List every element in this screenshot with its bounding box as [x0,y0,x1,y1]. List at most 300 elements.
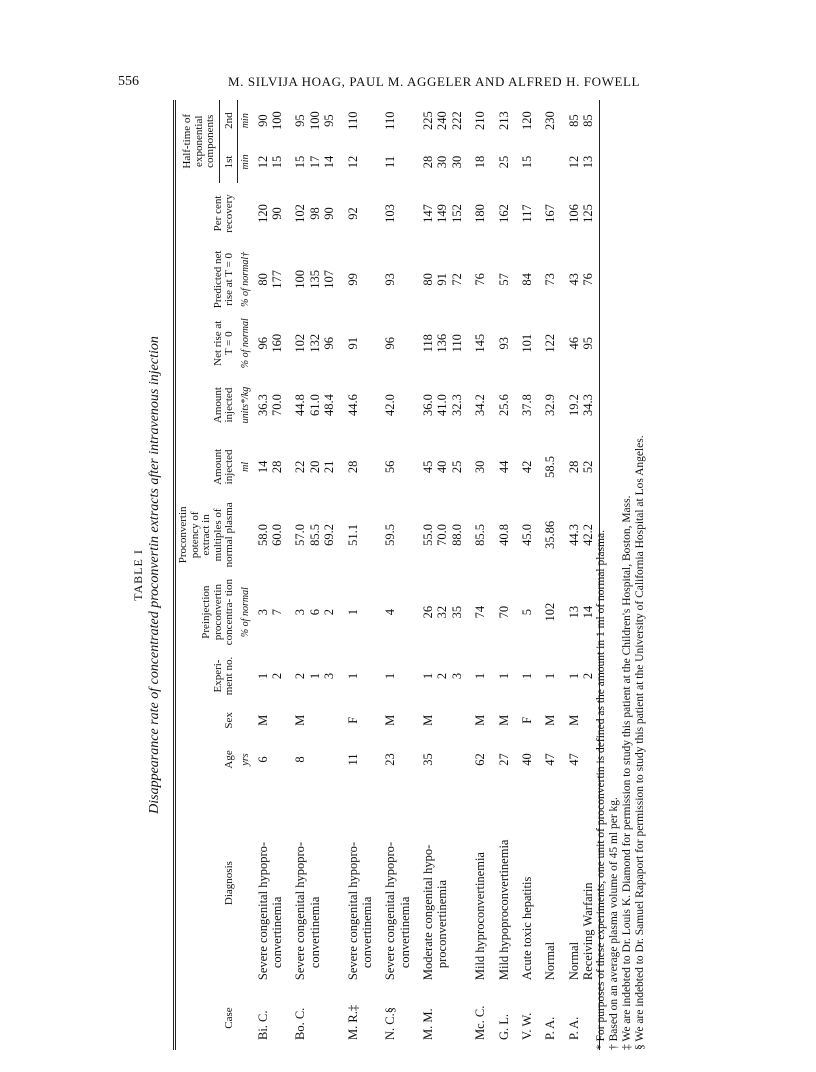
cell-value: 34.2 [473,394,488,417]
table-row [284,100,336,1050]
cell-potency [534,496,557,574]
cell-value: 60.0 [270,523,285,546]
col-experiment: Experi- ment no. [175,650,238,702]
cell-case: Mc. C. [473,1005,488,1040]
cell-diagnosis: Mild hyproconvertinemia [473,852,488,981]
cell-units [256,372,285,438]
col-halftime: Half-time of exponential components [175,100,220,183]
unit-amount-units: units*/kg [239,386,251,424]
cell-first [337,141,375,182]
cell-value: 18 [473,155,488,169]
cell-exp [464,650,487,702]
cell-value: 85.5 [473,523,488,546]
col-amount-units: Amount injected [175,372,238,438]
cell-value: 14 [255,460,270,474]
table-row [534,100,557,1050]
cell-second [256,100,285,141]
cell-diagnosis: Acute toxic hepatitis [519,876,534,981]
cell-ml [412,438,464,496]
unit-predicted: % of normal† [239,251,251,307]
cell-net [374,314,412,372]
col-net-rise: Net rise at T = 0 [175,314,238,372]
cell-value: 1 [383,672,398,680]
cell-value: 76 [473,273,488,286]
cell-sex: M [473,714,488,726]
cell-value: 25 [449,460,464,474]
cell-value: 1 [421,672,436,680]
table-row [488,100,511,1050]
cell-recovery [558,183,581,245]
cell-net [284,314,336,372]
cell-value: 44.8 [293,394,308,417]
col-sex: Sex [175,702,238,739]
cell-value: 96 [383,337,398,350]
cell-exp [511,650,534,702]
cell-case: Bi. C. [255,1010,270,1040]
cell-net [558,314,581,372]
cell-value: 30 [435,155,450,169]
cell-net [488,314,511,372]
cell-case: V. W. [519,1012,534,1040]
cell-units [412,372,464,438]
cell-second [511,100,534,141]
cell-net [412,314,464,372]
table-caption: Disappearance rate of concentrated proconvertin extracts after intravenous injection [147,336,162,814]
cell-value: 147 [421,204,436,223]
cell-age: 35 [421,753,436,766]
cell-value: 100 [293,270,308,289]
cell-potency [558,496,581,574]
cell-age: 11 [345,753,360,766]
cell-potency [284,496,336,574]
cell-value: 100 [270,111,285,131]
cell-value: 95 [322,114,337,127]
cell-case: M. R.‡ [345,1004,360,1040]
cell-value: 22 [293,460,308,474]
cell-sex: M [566,714,581,726]
cell-first [256,141,285,182]
cell-first [374,141,412,182]
cell-diagnosis: Receiving Warfarin [581,780,600,986]
cell-value: 59.5 [383,523,398,546]
table-row [337,100,375,1050]
cell-value: 45.0 [519,523,534,546]
cell-exp [256,650,285,702]
cell-value: 110 [345,111,360,130]
cell-value: 85 [566,114,581,127]
cell-first [464,141,487,182]
page-number: 556 [118,74,139,89]
cell-case: G. L. [496,1013,511,1040]
cell-units [284,372,336,438]
cell-first [488,141,511,182]
cell-value: 52 [581,460,596,474]
cell-second [534,100,557,141]
cell-potency [511,496,534,574]
cell-value: 149 [435,204,450,223]
cell-value: 132 [307,333,322,353]
cell-net [464,314,487,372]
cell-sex: M [421,714,436,726]
cell-value: 28 [270,460,285,474]
cell-second [488,100,511,141]
col-recovery: Per cent recovery [175,183,238,245]
cell-value: 40.8 [496,523,511,546]
cell-units [534,372,557,438]
cell-value: 61.0 [307,394,322,417]
table-row [412,100,464,1050]
cell-value: 152 [449,204,464,223]
cell-value: 93 [496,337,511,350]
cell-sex: M [543,714,558,726]
cell-value: 70.0 [270,394,285,417]
cell-value: 15 [519,155,534,169]
cell-value: 160 [270,333,285,353]
cell-value: 57 [496,273,511,286]
col-diagnosis: Diagnosis [175,780,238,986]
cell-value: 40 [435,460,450,474]
cell-age: 27 [496,753,511,766]
cell-net [337,314,375,372]
cell-value: 20 [307,460,322,474]
cell-value: 107 [322,270,337,289]
cell-recovery [488,183,511,245]
cell-second [284,100,336,141]
cell-value: 56 [383,460,398,474]
col-second: 2nd [219,100,237,141]
cell-value: 7 [270,609,285,616]
cell-value: 11 [383,155,398,168]
cell-value: 42.2 [581,523,596,546]
cell-exp [488,650,511,702]
cell-value: 76 [581,273,596,286]
cell-pre [337,574,375,650]
cell-value: 12 [345,155,360,169]
cell-pred [558,244,581,314]
cell-value: 225 [421,111,436,131]
cell-diagnosis: Severe congenital hypopro- convertinemia [293,841,322,981]
cell-pred [488,244,511,314]
cell-value: 162 [496,204,511,223]
cell-units [511,372,534,438]
cell-value: 46 [566,337,581,350]
cell-age: 8 [293,756,308,763]
cell-value: 90 [255,114,270,127]
cell-units [488,372,511,438]
cell-second [558,100,581,141]
cell-value: 1 [473,672,488,680]
cell-value: 1 [345,672,360,680]
cell-second [412,100,464,141]
cell-recovery [284,183,336,245]
cell-age: 47 [543,753,558,766]
cell-value: 91 [435,273,450,286]
cell-units [464,372,487,438]
units-row [238,100,256,1050]
cell-value: 30 [449,155,464,169]
cell-value: 95 [581,337,596,350]
unit-preinjection: % of normal [239,587,251,638]
cell-recovery [464,183,487,245]
cell-exp [374,650,412,702]
cell-case: N. C.§ [383,1007,398,1040]
cell-value: 28 [566,460,581,474]
cell-value: 17 [307,155,322,169]
cell-ml [464,438,487,496]
cell-value: 28 [345,460,360,474]
cell-potency [412,496,464,574]
cell-value: 180 [473,204,488,223]
cell-value: 102 [293,204,308,223]
cell-value: 14 [581,605,596,619]
cell-value: 85.5 [307,523,322,546]
table-row [256,100,285,1050]
cell-value: 101 [519,333,534,353]
cell-pre [284,574,336,650]
cell-value: 69.2 [322,523,337,546]
cell-value: 120 [255,204,270,223]
cell-exp [412,650,464,702]
cell-value: 58.5 [543,455,558,478]
cell-value: 1 [543,672,558,680]
cell-value: 44.6 [345,394,360,417]
cell-value: 25 [496,155,511,169]
cell-value: 125 [581,204,596,223]
cell-value: 28 [421,155,436,169]
col-case: Case [175,986,238,1050]
col-age: Age [175,739,238,780]
cell-value: 37.8 [519,394,534,417]
cell-pred [534,244,557,314]
cell-second [464,100,487,141]
cell-pred [337,244,375,314]
cell-first [412,141,464,182]
cell-ml [558,438,581,496]
cell-value: 57.0 [293,523,308,546]
cell-value: 98 [307,207,322,220]
cell-recovery [412,183,464,245]
cell-value: 15 [270,155,285,169]
cell-diagnosis: Severe congenital hypopro- convertinemia [345,841,374,981]
cell-case: P. A. [566,1016,581,1040]
cell-value: 48.4 [322,394,337,417]
unit-net-rise: % of normal [239,318,251,369]
cell-value: 1 [255,672,270,680]
cell-value: 135 [307,270,322,289]
cell-value: 85 [581,114,596,127]
unit-second: min [240,113,252,129]
cell-net [256,314,285,372]
cell-age: 62 [473,753,488,766]
cell-value: 14 [322,155,337,169]
cell-value: 1 [566,672,581,680]
table-row [374,100,412,1050]
cell-net [511,314,534,372]
cell-sex: M [293,714,308,726]
data-table [173,100,600,1050]
cell-value: 6 [307,609,322,616]
cell-pred [412,244,464,314]
cell-sex: M [496,714,511,726]
cell-pred [256,244,285,314]
cell-value: 240 [435,111,450,131]
cell-pre [488,574,511,650]
cell-value: 2 [581,672,596,680]
col-amount-ml: Amount injected [175,438,238,496]
cell-value: 26 [421,605,436,619]
cell-pred [374,244,412,314]
cell-pred [464,244,487,314]
cell-value: 43 [566,273,581,286]
cell-value: 96 [322,337,337,350]
cell-value: 210 [473,111,488,131]
footnote: § We are indebted to Dr. Samuel Rapaport for permission to study this patient at the University of California Hospital at Los Angeles. [633,435,646,1050]
running-header: M. SILVIJA HOAG, PAUL M. AGGELER AND ALFRED H. FOWELL [228,74,641,89]
cell-pre [511,574,534,650]
cell-value: 12 [255,155,270,169]
cell-diagnosis: Normal [566,941,581,981]
cell-value: 2 [293,672,308,680]
cell-value: 102 [543,602,558,622]
table-row [558,100,581,1050]
cell-value: 30 [473,460,488,474]
cell-ml [337,438,375,496]
table-row [464,100,487,1050]
cell-value: 72 [449,273,464,286]
table-header [175,100,238,1050]
cell-value: 19.2 [566,394,581,417]
cell-pre [256,574,285,650]
cell-first [558,141,581,182]
cell-value: 5 [519,609,534,616]
cell-potency [464,496,487,574]
cell-diagnosis: Severe congenital hypopro- convertinemia [383,841,412,981]
unit-amount-ml: ml [239,461,251,472]
cell-value: 136 [435,333,450,353]
cell-value: 32.3 [449,394,464,417]
cell-age: 40 [519,753,534,766]
cell-value: 80 [421,273,436,286]
footnote: * For purposes of these experiments, one unit of proconvertin is defined as the amount in 1 ml of normal plasma. [595,530,607,1050]
cell-value: 35 [449,605,464,619]
cell-value: 88.0 [449,523,464,546]
cell-first [284,141,336,182]
table-body [238,100,600,1050]
cell-case: Bo. C. [293,1007,308,1040]
cell-value: 2 [435,672,450,680]
cell-value: 103 [383,204,398,223]
cell-value: 35.86 [543,520,558,549]
cell-recovery [374,183,412,245]
cell-value: 44 [496,460,511,474]
rotated-table-block [125,100,675,1050]
cell-value: 145 [473,333,488,353]
cell-value: 120 [519,111,534,131]
cell-sex: M [383,714,398,726]
cell-value: 1 [345,609,360,616]
col-first: 1st [219,141,237,182]
cell-value: 44.3 [566,523,581,546]
cell-sex: F [519,716,534,724]
unit-first: min [240,154,252,170]
footnote: † Based on an average plasma volume of 45 ml per kg. [607,797,620,1050]
footnote: ‡ We are indebted to Dr. Louis K. Diamond for permission to study this patient at the Children's Hospital, Boston, Mass. [620,495,633,1050]
cell-value: 12 [566,155,581,169]
unit-age: yrs [239,753,251,766]
col-potency: Proconvertin potency of extract in multiples of normal plasma [175,496,238,574]
cell-potency [337,496,375,574]
cell-value: 3 [255,609,270,616]
cell-value: 41.0 [435,394,450,417]
cell-age: 23 [383,753,398,766]
col-preinjection: Preinjection proconvertin concentra- tion [175,574,238,650]
cell-value: 1 [307,672,322,680]
cell-recovery [337,183,375,245]
cell-potency [256,496,285,574]
cell-recovery [256,183,285,245]
cell-sex: M [255,714,270,726]
cell-diagnosis: Moderate congenital hypo- proconvertinemia [421,844,450,981]
cell-case: P. A. [543,1016,558,1040]
cell-value: 92 [345,207,360,220]
cell-sex: F [345,716,360,724]
cell-recovery [534,183,557,245]
cell-value: 2 [322,609,337,616]
cell-value: 96 [255,337,270,350]
cell-first [534,141,557,182]
cell-units [558,372,581,438]
cell-diagnosis: Severe congenital hypopro- convertinemia [255,841,285,981]
cell-value: 73 [543,273,558,286]
cell-pre [464,574,487,650]
cell-value: 51.1 [345,523,360,546]
cell-value: 2 [270,672,285,680]
cell-value: 110 [449,334,464,353]
cell-potency [488,496,511,574]
cell-value: 91 [345,337,360,350]
cell-pre [374,574,412,650]
cell-ml [256,438,285,496]
cell-value [543,144,557,179]
cell-value: 99 [345,273,360,286]
cell-value: 36.3 [255,394,270,417]
cell-value: 84 [519,273,534,286]
cell-net [534,314,557,372]
cell-ml [374,438,412,496]
cell-value: 177 [270,270,285,289]
cell-second [374,100,412,141]
table-row [511,100,534,1050]
cell-value: 42.0 [383,394,398,417]
cell-pre [558,574,581,650]
col-predicted: Predicted net rise at T = 0 [175,244,238,314]
cell-ml [488,438,511,496]
cell-value: 13 [566,605,581,619]
cell-value: 70 [496,605,511,619]
cell-ml [284,438,336,496]
table-title: TABLE I [131,549,145,601]
cell-pred [511,244,534,314]
cell-units [374,372,412,438]
cell-value: 58.0 [255,523,270,546]
cell-diagnosis: Mild hypoproconvertinemia [496,839,511,981]
cell-value: 32.9 [543,394,558,417]
cell-exp [284,650,336,702]
cell-value: 55.0 [421,523,436,546]
cell-value: 4 [383,609,398,616]
cell-value: 80 [255,273,270,286]
cell-value: 13 [581,155,596,169]
